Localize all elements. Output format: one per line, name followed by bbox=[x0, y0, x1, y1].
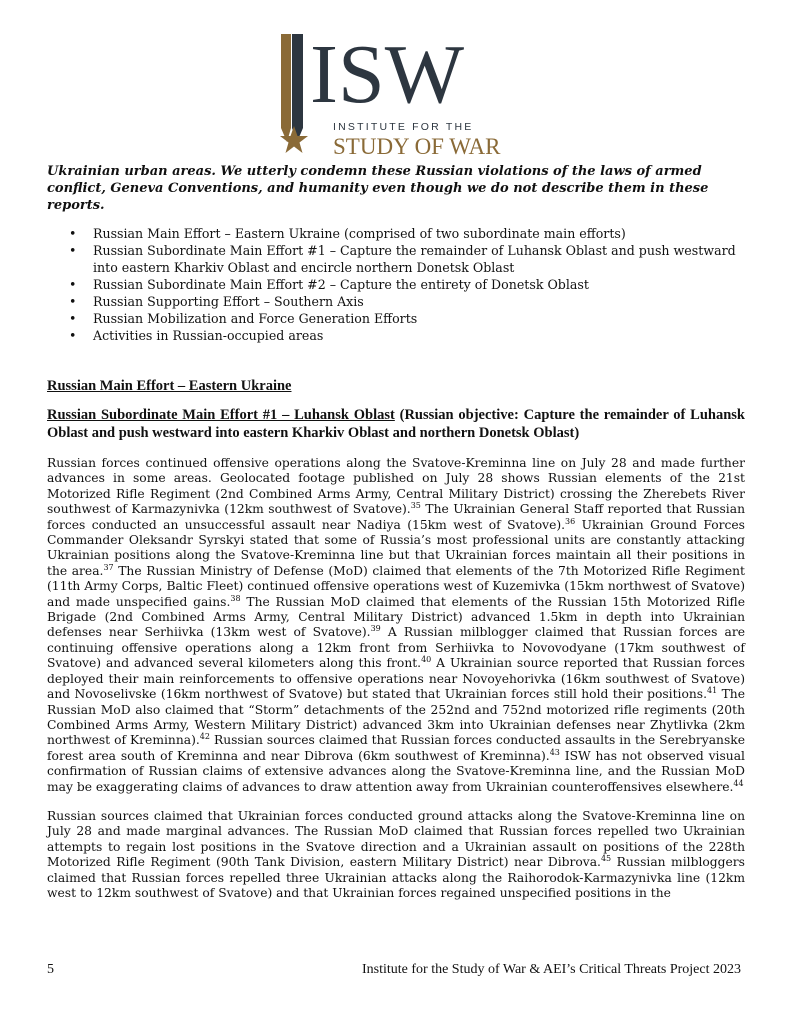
section-heading-main-effort: Russian Main Effort – Eastern Ukraine bbox=[47, 378, 292, 394]
paragraph-segment: Russian milbloggers claimed that Russian forces repelled three Ukrainian attacks along the Raihorodok-Karmazynivka line (12km west to 12km southwest of Svatove) and that Ukrainian forces regained unspecified positions in the bbox=[47, 855, 745, 900]
page-number: 5 bbox=[47, 962, 54, 977]
body-paragraph-2 bbox=[47, 809, 745, 901]
footnote-ref: 44 bbox=[733, 778, 744, 788]
subsection-heading-luhansk bbox=[47, 407, 745, 442]
list-item: • Activities in Russian-occupied areas bbox=[47, 327, 745, 344]
body-paragraph-1 bbox=[47, 456, 745, 795]
paragraph-segment: A Russian milblogger claimed that Russian forces are continuing offensive operations along a 12km front from Serhiivka to Novovodyane (17km southwest of Svatove) and advanced several kilometers along this front. bbox=[47, 625, 746, 671]
list-item: • Russian Main Effort – Eastern Ukraine (comprised of two subordinate main efforts) bbox=[47, 225, 745, 242]
isw-logo bbox=[275, 30, 515, 160]
isw-logo-graphic bbox=[275, 30, 515, 160]
page-content bbox=[47, 163, 745, 901]
footnote-ref: 40 bbox=[421, 655, 432, 665]
list-item: • Russian Mobilization and Force Generation Efforts bbox=[47, 310, 745, 327]
footnote-ref: 38 bbox=[230, 593, 241, 603]
subsection-heading-title: Russian Subordinate Main Effort #1 – Luhansk Oblast bbox=[47, 407, 395, 423]
logo-bar-left-gold bbox=[281, 34, 291, 142]
paragraph-segment: The Ukrainian General Staff reported that Russian forces conducted an unsuccessful assault near Nadiya (15km west of Svatove). bbox=[47, 502, 745, 532]
paragraph-segment: A Ukrainian source reported that Russian forces deployed their main reinforcements to offensive operations near Novoyehorivka (16km southwest of Svatove) and Novoselivske (16km northwest of Svatove) but stated that Ukrainian forces still hold their positions. bbox=[47, 656, 745, 702]
footnote-ref: 36 bbox=[565, 516, 576, 526]
paragraph-segment: The Russian MoD claimed that elements of the Russian 15th Motorized Rifle Brigade (2nd Combined Arms Army, Central Military District) advanced 1.5km in depth into Ukrainian defenses near Serhiivka (13km west of Svatove). bbox=[47, 594, 745, 640]
footnote-ref: 35 bbox=[410, 501, 421, 511]
footnote-ref: 43 bbox=[549, 747, 560, 757]
paragraph-segment: Russian forces continued offensive operations along the Svatove-Kreminna line on July 28 and made further advances in some areas. Geolocated footage published on July 28 shows Russian elements of the 21st Motorized Rifle Regiment (2nd Combined Arms Army, Central Military District) crossing the Zherebets River southwest of Karmazynivka (12km southwest of Svatove). bbox=[47, 456, 745, 517]
footer-text: Institute for the Study of War & AEI’s Critical Threats Project 2023 bbox=[361, 962, 741, 977]
paragraph-segment: The Russian MoD also claimed that “Storm” detachments of the 252nd and 752nd motorized rifle regiments (20th Combined Arms Army, Western Military District) advanced 3km into Ukrainian defenses near Zhytlivka (2km northwest of Kreminna). bbox=[47, 687, 745, 748]
list-item: • Russian Supporting Effort – Southern Axis bbox=[47, 293, 745, 310]
paragraph-segment: Russian sources claimed that Ukrainian forces conducted ground attacks along the Svatove-Kreminna line on July 28 and made marginal advances. The Russian MoD claimed that Russian forces repelled two Ukrainian attempts to regain lost positions in the Svatove direction and a Ukrainian assault on positions of the 228th Motorized Rifle Regiment (90th Tank Division, eastern Military District) near Dibrova. bbox=[47, 808, 745, 870]
subsection-heading-objective: (Russian objective: Capture the remainder of Luhansk Oblast and push westward into eastern Kharkiv Oblast and northern Donetsk Oblast) bbox=[47, 407, 745, 441]
page-footer bbox=[47, 962, 745, 982]
effects-list bbox=[47, 225, 745, 344]
footnote-ref: 45 bbox=[600, 854, 612, 864]
intro-text: Ukrainian urban areas. We utterly condemn these Russian violations of the laws of armed conflict, Geneva Conventions, and humanity even though we do not describe them in these reports. bbox=[47, 164, 709, 213]
paragraph-segment: Ukrainian Ground Forces Commander Oleksandr Syrskyi stated that some of Russia’s most professional units are constantly attacking Ukrainian positions along the Svatove-Kreminna line but that Ukrainian forces maintain all their positions in the area. bbox=[47, 517, 745, 578]
paragraph-segment: Russian sources claimed that Russian forces conducted assaults in the Serebryanske forest area south of Kreminna and near Dibrova (6km southwest of Kreminna). bbox=[47, 733, 745, 763]
logo-bar-right-dark bbox=[292, 34, 303, 142]
list-item: • Russian Subordinate Main Effort #1 – Capture the remainder of Luhansk Oblast and push westward into eastern Kharkiv Oblast and encircle northern Donetsk Oblast bbox=[47, 242, 745, 276]
logo-line1: INSTITUTE FOR THE bbox=[333, 121, 474, 133]
paragraph-segment: ISW has not observed visual confirmation of Russian claims of extensive advances along the Svatove-Kreminna line, and the Russian MoD may be exaggerating claims of advances to draw attention away from Ukrainian counteroffensives elsewhere. bbox=[47, 748, 745, 794]
footnote-ref: 41 bbox=[707, 686, 718, 695]
logo-letters: ISW bbox=[310, 30, 464, 121]
footnote-ref: 42 bbox=[199, 732, 210, 742]
paragraph-segment: The Russian Ministry of Defense (MoD) claimed that elements of the 7th Motorized Rifle Regiment (11th Army Corps, Baltic Fleet) continued offensive operations west of Kuzemivka (15km northwest of Svatove) and made unspecified gains. bbox=[47, 563, 745, 609]
footnote-ref: 37 bbox=[103, 562, 114, 572]
footnote-ref: 39 bbox=[370, 624, 381, 634]
list-item: • Russian Subordinate Main Effort #2 – Capture the entirety of Donetsk Oblast bbox=[47, 276, 745, 293]
logo-line2: STUDY OF WAR bbox=[333, 134, 501, 159]
